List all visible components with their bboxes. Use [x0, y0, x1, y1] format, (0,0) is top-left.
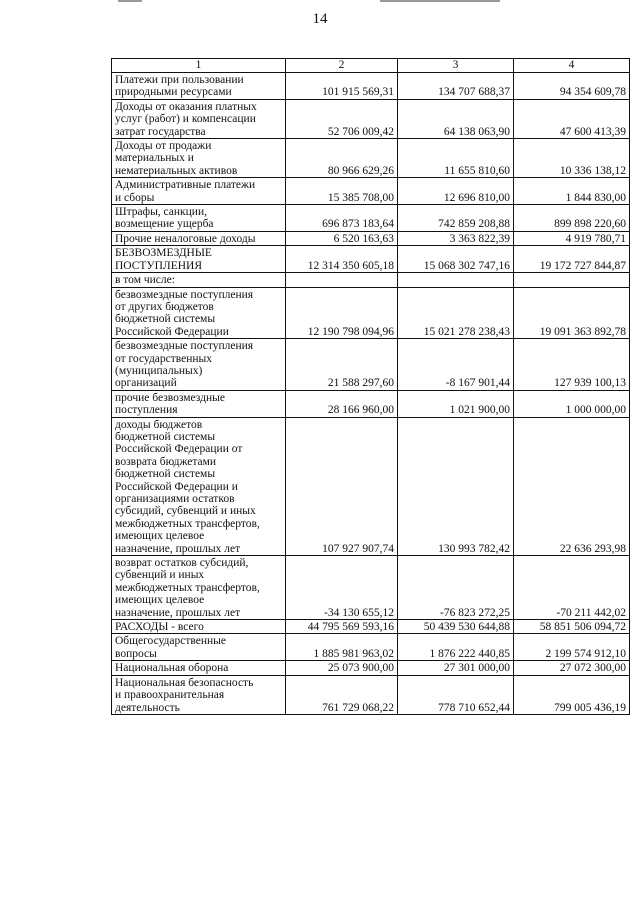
- row-label-line: Доходы от продажи: [115, 140, 212, 153]
- row-value-col-4: 899 898 220,60: [514, 205, 630, 232]
- row-label: [112, 417, 286, 555]
- row-label-line: бюджетной системы: [115, 430, 216, 443]
- row-value-col-2: 1 885 981 963,02: [286, 634, 398, 661]
- row-value-col-4: 47 600 413,39: [514, 99, 630, 138]
- row-value-col-2: 28 166 960,00: [286, 390, 398, 417]
- row-label-line: Штрафы, санкции,: [115, 206, 207, 219]
- table-row: [112, 139, 630, 178]
- row-label-line: имеющих целевое: [115, 530, 205, 543]
- row-label-line: РАСХОДЫ - всего: [115, 621, 204, 634]
- row-label: [112, 287, 286, 339]
- row-label: [112, 634, 286, 661]
- row-value-col-4: 19 172 727 844,87: [514, 246, 630, 273]
- row-label-line: от государственных: [115, 352, 213, 365]
- row-label-line: и сборы: [115, 191, 155, 204]
- row-value-col-2: 6 520 163,63: [286, 231, 398, 245]
- row-value-col-4: 4 919 780,71: [514, 231, 630, 245]
- scan-edge-mark-left: [118, 0, 142, 2]
- row-value-col-3: 27 301 000,00: [398, 661, 514, 675]
- row-value-col-3: 134 707 688,37: [398, 73, 514, 100]
- row-label-line: Российской Федерации: [115, 325, 229, 338]
- row-value-col-4: 1 000 000,00: [514, 390, 630, 417]
- row-value-col-4: 58 851 506 094,72: [514, 620, 630, 634]
- row-label-line: БЕЗВОЗМЕЗДНЫЕ: [115, 247, 212, 260]
- row-value-col-3: 15 068 302 747,16: [398, 246, 514, 273]
- row-label-line: бюджетной системы: [115, 468, 216, 481]
- row-value-col-2: -34 130 655,12: [286, 556, 398, 620]
- row-value-col-2: 101 915 569,31: [286, 73, 398, 100]
- row-value-col-3: [398, 273, 514, 287]
- table-row: [112, 390, 630, 417]
- budget-table: [111, 58, 630, 715]
- row-label-line: прочие безвозмездные: [115, 391, 225, 404]
- row-value-col-3: 130 993 782,42: [398, 417, 514, 555]
- row-label-line: затрат государства: [115, 125, 206, 138]
- row-value-col-2: 107 927 907,74: [286, 417, 398, 555]
- table-row: [112, 246, 630, 273]
- row-value-col-4: -70 211 442,02: [514, 556, 630, 620]
- row-value-col-4: 799 005 436,19: [514, 675, 630, 714]
- row-value-col-3: 1 021 900,00: [398, 390, 514, 417]
- table-row: [112, 675, 630, 714]
- row-label-line: назначение, прошлых лет: [115, 606, 241, 619]
- row-label-line: имеющих целевое: [115, 594, 205, 607]
- page-number: 14: [312, 11, 328, 27]
- row-value-col-4: 10 336 138,12: [514, 139, 630, 178]
- row-value-col-3: 1 876 222 440,85: [398, 634, 514, 661]
- table-row: [112, 73, 630, 100]
- row-value-col-3: 15 021 278 238,43: [398, 287, 514, 339]
- row-label: [112, 675, 286, 714]
- header-col-2: 2: [286, 59, 398, 73]
- row-label-line: Доходы от оказания платных: [115, 100, 257, 113]
- table-body: [112, 73, 630, 715]
- row-value-col-2: 52 706 009,42: [286, 99, 398, 138]
- row-label: [112, 178, 286, 205]
- row-label-line: Прочие неналоговые доходы: [115, 232, 256, 245]
- row-value-col-2: 12 190 798 094,96: [286, 287, 398, 339]
- row-label-line: вопросы: [115, 647, 157, 660]
- table-row: [112, 634, 630, 661]
- row-value-col-4: 2 199 574 912,10: [514, 634, 630, 661]
- row-label-line: поступления: [115, 404, 178, 417]
- row-label-line: природными ресурсами: [115, 86, 232, 99]
- row-label-line: безвозмездные поступления: [115, 340, 254, 353]
- row-label: [112, 661, 286, 675]
- row-label: [112, 205, 286, 232]
- row-label-line: Административные платежи: [115, 179, 256, 192]
- row-label: [112, 246, 286, 273]
- table-row: [112, 231, 630, 245]
- row-label-line: доходы бюджетов: [115, 418, 203, 431]
- row-value-col-2: 44 795 569 593,16: [286, 620, 398, 634]
- header-col-1: 1: [112, 59, 286, 73]
- row-value-col-4: 19 091 363 892,78: [514, 287, 630, 339]
- header-col-4: 4: [514, 59, 630, 73]
- row-label-line: Национальная безопасность: [115, 676, 254, 689]
- row-label-line: в том числе:: [115, 274, 175, 287]
- row-label: [112, 231, 286, 245]
- row-value-col-3: 778 710 652,44: [398, 675, 514, 714]
- header-col-3: 3: [398, 59, 514, 73]
- row-label-line: возврата бюджетами: [115, 455, 217, 468]
- row-label: [112, 273, 286, 287]
- row-label-line: организаций: [115, 377, 177, 390]
- row-value-col-3: 64 138 063,90: [398, 99, 514, 138]
- table-row: [112, 661, 630, 675]
- row-value-col-2: [286, 273, 398, 287]
- table-row: [112, 99, 630, 138]
- table-row: [112, 417, 630, 555]
- table-row: [112, 178, 630, 205]
- row-label: [112, 390, 286, 417]
- row-label: [112, 556, 286, 620]
- row-label: [112, 339, 286, 391]
- table-row: [112, 287, 630, 339]
- row-value-col-2: 761 729 068,22: [286, 675, 398, 714]
- row-value-col-2: 15 385 708,00: [286, 178, 398, 205]
- row-label-line: Российской Федерации от: [115, 443, 243, 456]
- table-row: [112, 205, 630, 232]
- row-label: [112, 620, 286, 634]
- row-value-col-4: 94 354 609,78: [514, 73, 630, 100]
- row-label-line: нематериальных активов: [115, 164, 238, 177]
- row-value-col-3: 742 859 208,88: [398, 205, 514, 232]
- table-header-row: [112, 59, 630, 73]
- row-label-line: и правоохранительная: [115, 689, 225, 702]
- row-value-col-2: 12 314 350 605,18: [286, 246, 398, 273]
- row-value-col-3: 12 696 810,00: [398, 178, 514, 205]
- row-value-col-4: [514, 273, 630, 287]
- table-row: [112, 273, 630, 287]
- scan-edge-mark-right: [380, 0, 500, 2]
- row-value-col-3: 50 439 530 644,88: [398, 620, 514, 634]
- row-value-col-4: 22 636 293,98: [514, 417, 630, 555]
- row-label: [112, 73, 286, 100]
- row-label-line: безвозмездные поступления: [115, 288, 254, 301]
- row-label: [112, 99, 286, 138]
- row-label-line: ПОСТУПЛЕНИЯ: [115, 259, 202, 272]
- table-row: [112, 556, 630, 620]
- row-label-line: деятельность: [115, 701, 180, 714]
- row-value-col-4: 27 072 300,00: [514, 661, 630, 675]
- row-label-line: Платежи при пользовании: [115, 74, 244, 86]
- table-row: [112, 339, 630, 391]
- row-label-line: субсидий, субвенций и иных: [115, 505, 256, 518]
- row-label-line: субвенций и иных: [115, 569, 205, 582]
- table-row: [112, 620, 630, 634]
- row-label-line: Национальная оборона: [115, 662, 229, 675]
- row-label-line: Общегосударственные: [115, 635, 227, 648]
- row-value-col-3: 11 655 810,60: [398, 139, 514, 178]
- row-value-col-3: 3 363 822,39: [398, 231, 514, 245]
- row-value-col-2: 80 966 629,26: [286, 139, 398, 178]
- row-label-line: межбюджетных трансфертов,: [115, 581, 260, 594]
- row-value-col-4: 127 939 100,13: [514, 339, 630, 391]
- row-value-col-4: 1 844 830,00: [514, 178, 630, 205]
- row-label-line: бюджетной системы: [115, 313, 216, 326]
- row-label-line: возмещение ущерба: [115, 218, 214, 231]
- row-label-line: межбюджетных трансфертов,: [115, 517, 260, 530]
- row-label-line: организациями остатков: [115, 493, 235, 505]
- row-value-col-3: -8 167 901,44: [398, 339, 514, 391]
- row-label-line: услуг (работ) и компенсации: [115, 113, 256, 126]
- row-label: [112, 139, 286, 178]
- row-label-line: от других бюджетов: [115, 300, 214, 313]
- row-label-line: назначение, прошлых лет: [115, 542, 241, 555]
- row-label-line: материальных и: [115, 152, 194, 165]
- row-label-line: возврат остатков субсидий,: [115, 557, 249, 570]
- row-label-line: Российской Федерации и: [115, 480, 238, 493]
- row-value-col-3: -76 823 272,25: [398, 556, 514, 620]
- row-value-col-2: 696 873 183,64: [286, 205, 398, 232]
- row-value-col-2: 21 588 297,60: [286, 339, 398, 391]
- row-value-col-2: 25 073 900,00: [286, 661, 398, 675]
- row-label-line: (муниципальных): [115, 364, 203, 377]
